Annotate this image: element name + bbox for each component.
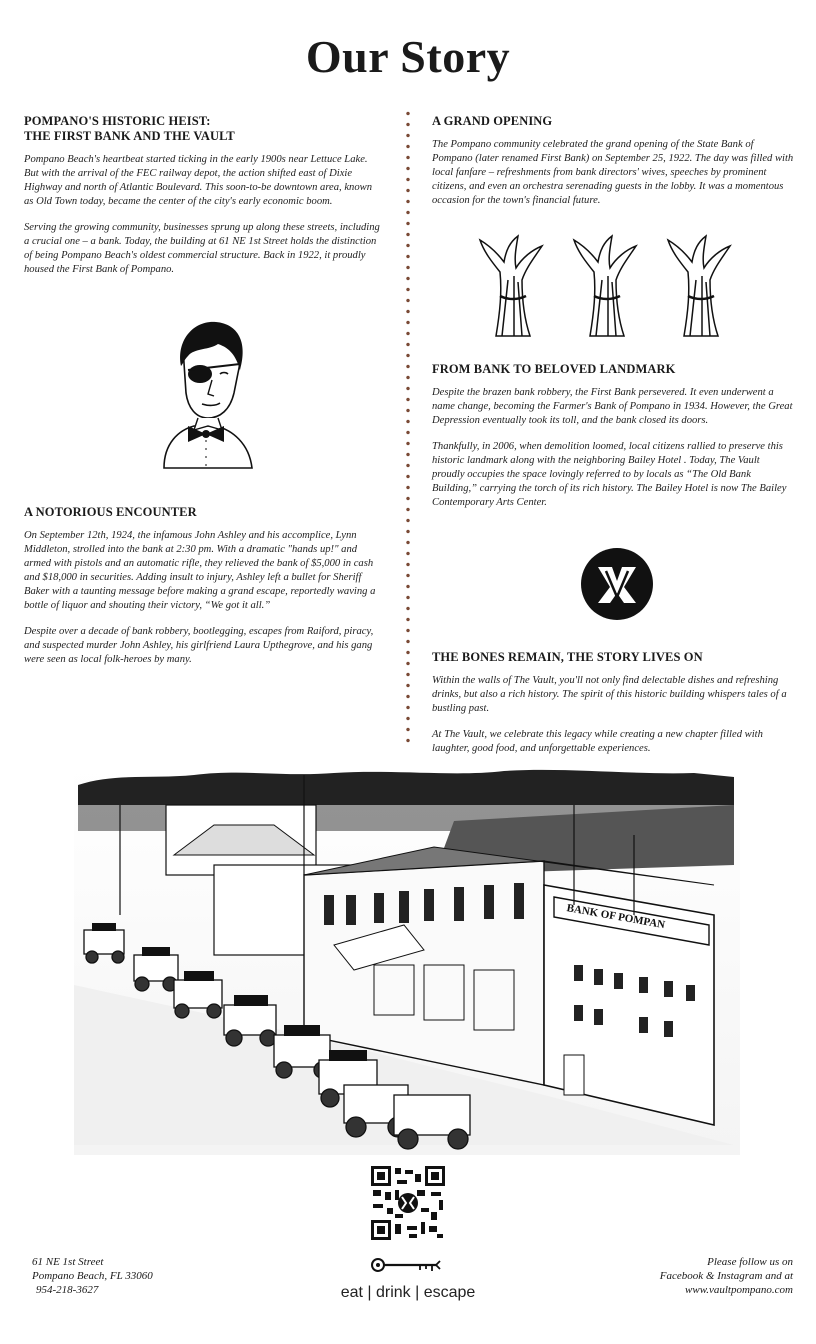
key-icon — [370, 1257, 446, 1273]
heading-line-2: THE FIRST BANK AND THE VAULT — [24, 129, 235, 143]
historic-street-illustration — [74, 765, 740, 1155]
address-block — [32, 1255, 153, 1297]
portrait-illustration — [154, 318, 256, 478]
address-city: Pompano Beach, FL 33060 — [32, 1270, 153, 1283]
page-title: Our Story — [305, 31, 511, 82]
address-street: 61 NE 1st Street — [32, 1256, 104, 1268]
section-heading-landmark: FROM BANK TO BELOVED LANDMARK — [432, 362, 676, 376]
section-grand-opening — [432, 114, 794, 220]
paragraph: At The Vault, we celebrate this legacy while creating a new chapter filled with laughter, good food, and unforgettable experiences. — [432, 728, 763, 754]
section-heading-opening: A GRAND OPENING — [432, 114, 553, 128]
paragraph: Despite over a decade of bank robbery, bootlegging, escapes from Raiford, piracy, and suspected murder John Ashley, his girlfriend Laura Upthegrove, and his gang were seen as local folk-heroes by many. — [24, 625, 374, 665]
section-heading-heist — [24, 114, 384, 144]
paragraph: Despite the brazen bank robbery, the First Bank persevered. It even underwent a name change, becoming the Farmer's Bank of Pompano in 1934. However, the Great Depression eventually took its toll, and the bank closed its doors. — [432, 387, 793, 426]
heading-line-1: POMPANO'S HISTORIC HEIST: — [24, 114, 211, 128]
qr-code-icon — [369, 1164, 447, 1242]
tree-bundles-illustration — [472, 232, 742, 338]
section-heist — [24, 114, 384, 289]
bank-sign-text: BANK OF POMPAN — [565, 902, 666, 932]
paragraph: Serving the growing community, businesses sprung up along these streets, including a crucial one – a bank. Today, the building at 61 NE 1st Street holds the distinction of being Pompano Beach's oldest commercial structure. Back in 1922, it proudly housed the First Bank of Pompano. — [24, 221, 380, 275]
website-link[interactable]: www.vaultpompano.com — [685, 1284, 793, 1297]
section-heading-encounter: A NOTORIOUS ENCOUNTER — [24, 505, 197, 519]
paragraph: The Pompano community celebrated the grand opening of the State Bank of Pompano (later renamed First Bank) on September 25, 1922. The day was filled with local fanfare – refreshments from bank directors' wives, speeches by prominent citizens, and even an orchestra serenading guests in the lobby. It was a momentous occasion for the town's financial future. — [432, 139, 794, 206]
dotted-divider — [405, 108, 411, 748]
phone-number: 954-218-3627 — [36, 1284, 99, 1297]
section-encounter — [24, 505, 384, 679]
social-follow-block — [660, 1255, 793, 1297]
section-heading-bones: THE BONES REMAIN, THE STORY LIVES ON — [432, 650, 703, 664]
tagline: eat | drink | escape — [340, 1284, 476, 1301]
section-landmark — [432, 362, 794, 522]
paragraph: Within the walls of The Vault, you'll not only find delectable dishes and refreshing drinks, but also a rich history. The spirit of this historic building whispers tales of a bustling past. — [432, 675, 787, 714]
paragraph: Pompano Beach's heartbeat started ticking in the early 1900s near Lettuce Lake. But with the arrival of the FEC railway depot, the action shifted east of Dixie Highway and north of Atlantic Boulevard. This soon-to-be downtown area, known as Old Town today, became the center of the city's early economic boom. — [24, 154, 373, 207]
follow-line-2: Facebook & Instagram and at — [659, 1270, 793, 1283]
section-bones — [432, 650, 794, 768]
paragraph: Thankfully, in 2006, when demolition loomed, local citizens rallied to preserve this historic landmark along with the neighboring Bailey Hotel . Today, The Vault proudly occupies the space lovingly referred to by locals as “The Old Bank Building,” carrying the torch of its rich history. The Bailey Hotel is now The Bailey Contemporary Arts Center. — [432, 440, 787, 508]
vault-logo-icon — [580, 547, 654, 621]
follow-line-1: Please follow us on — [707, 1256, 793, 1268]
paragraph: On September 12th, 1924, the infamous John Ashley and his accomplice, Lynn Middleton, strolled into the bank at 2:30 pm. With a dramatic "hands up!" and armed with pistols and an automatic rifle, they relieved the bank of $5,000 in cash and $18,000 in securities. Adding insult to injury, Ashley left a bullet for Sheriff Baker with a taunting message before making a grand escape, reportedly waving a bottle of liquor and shouting their victory, “We got it all.” — [24, 530, 376, 611]
